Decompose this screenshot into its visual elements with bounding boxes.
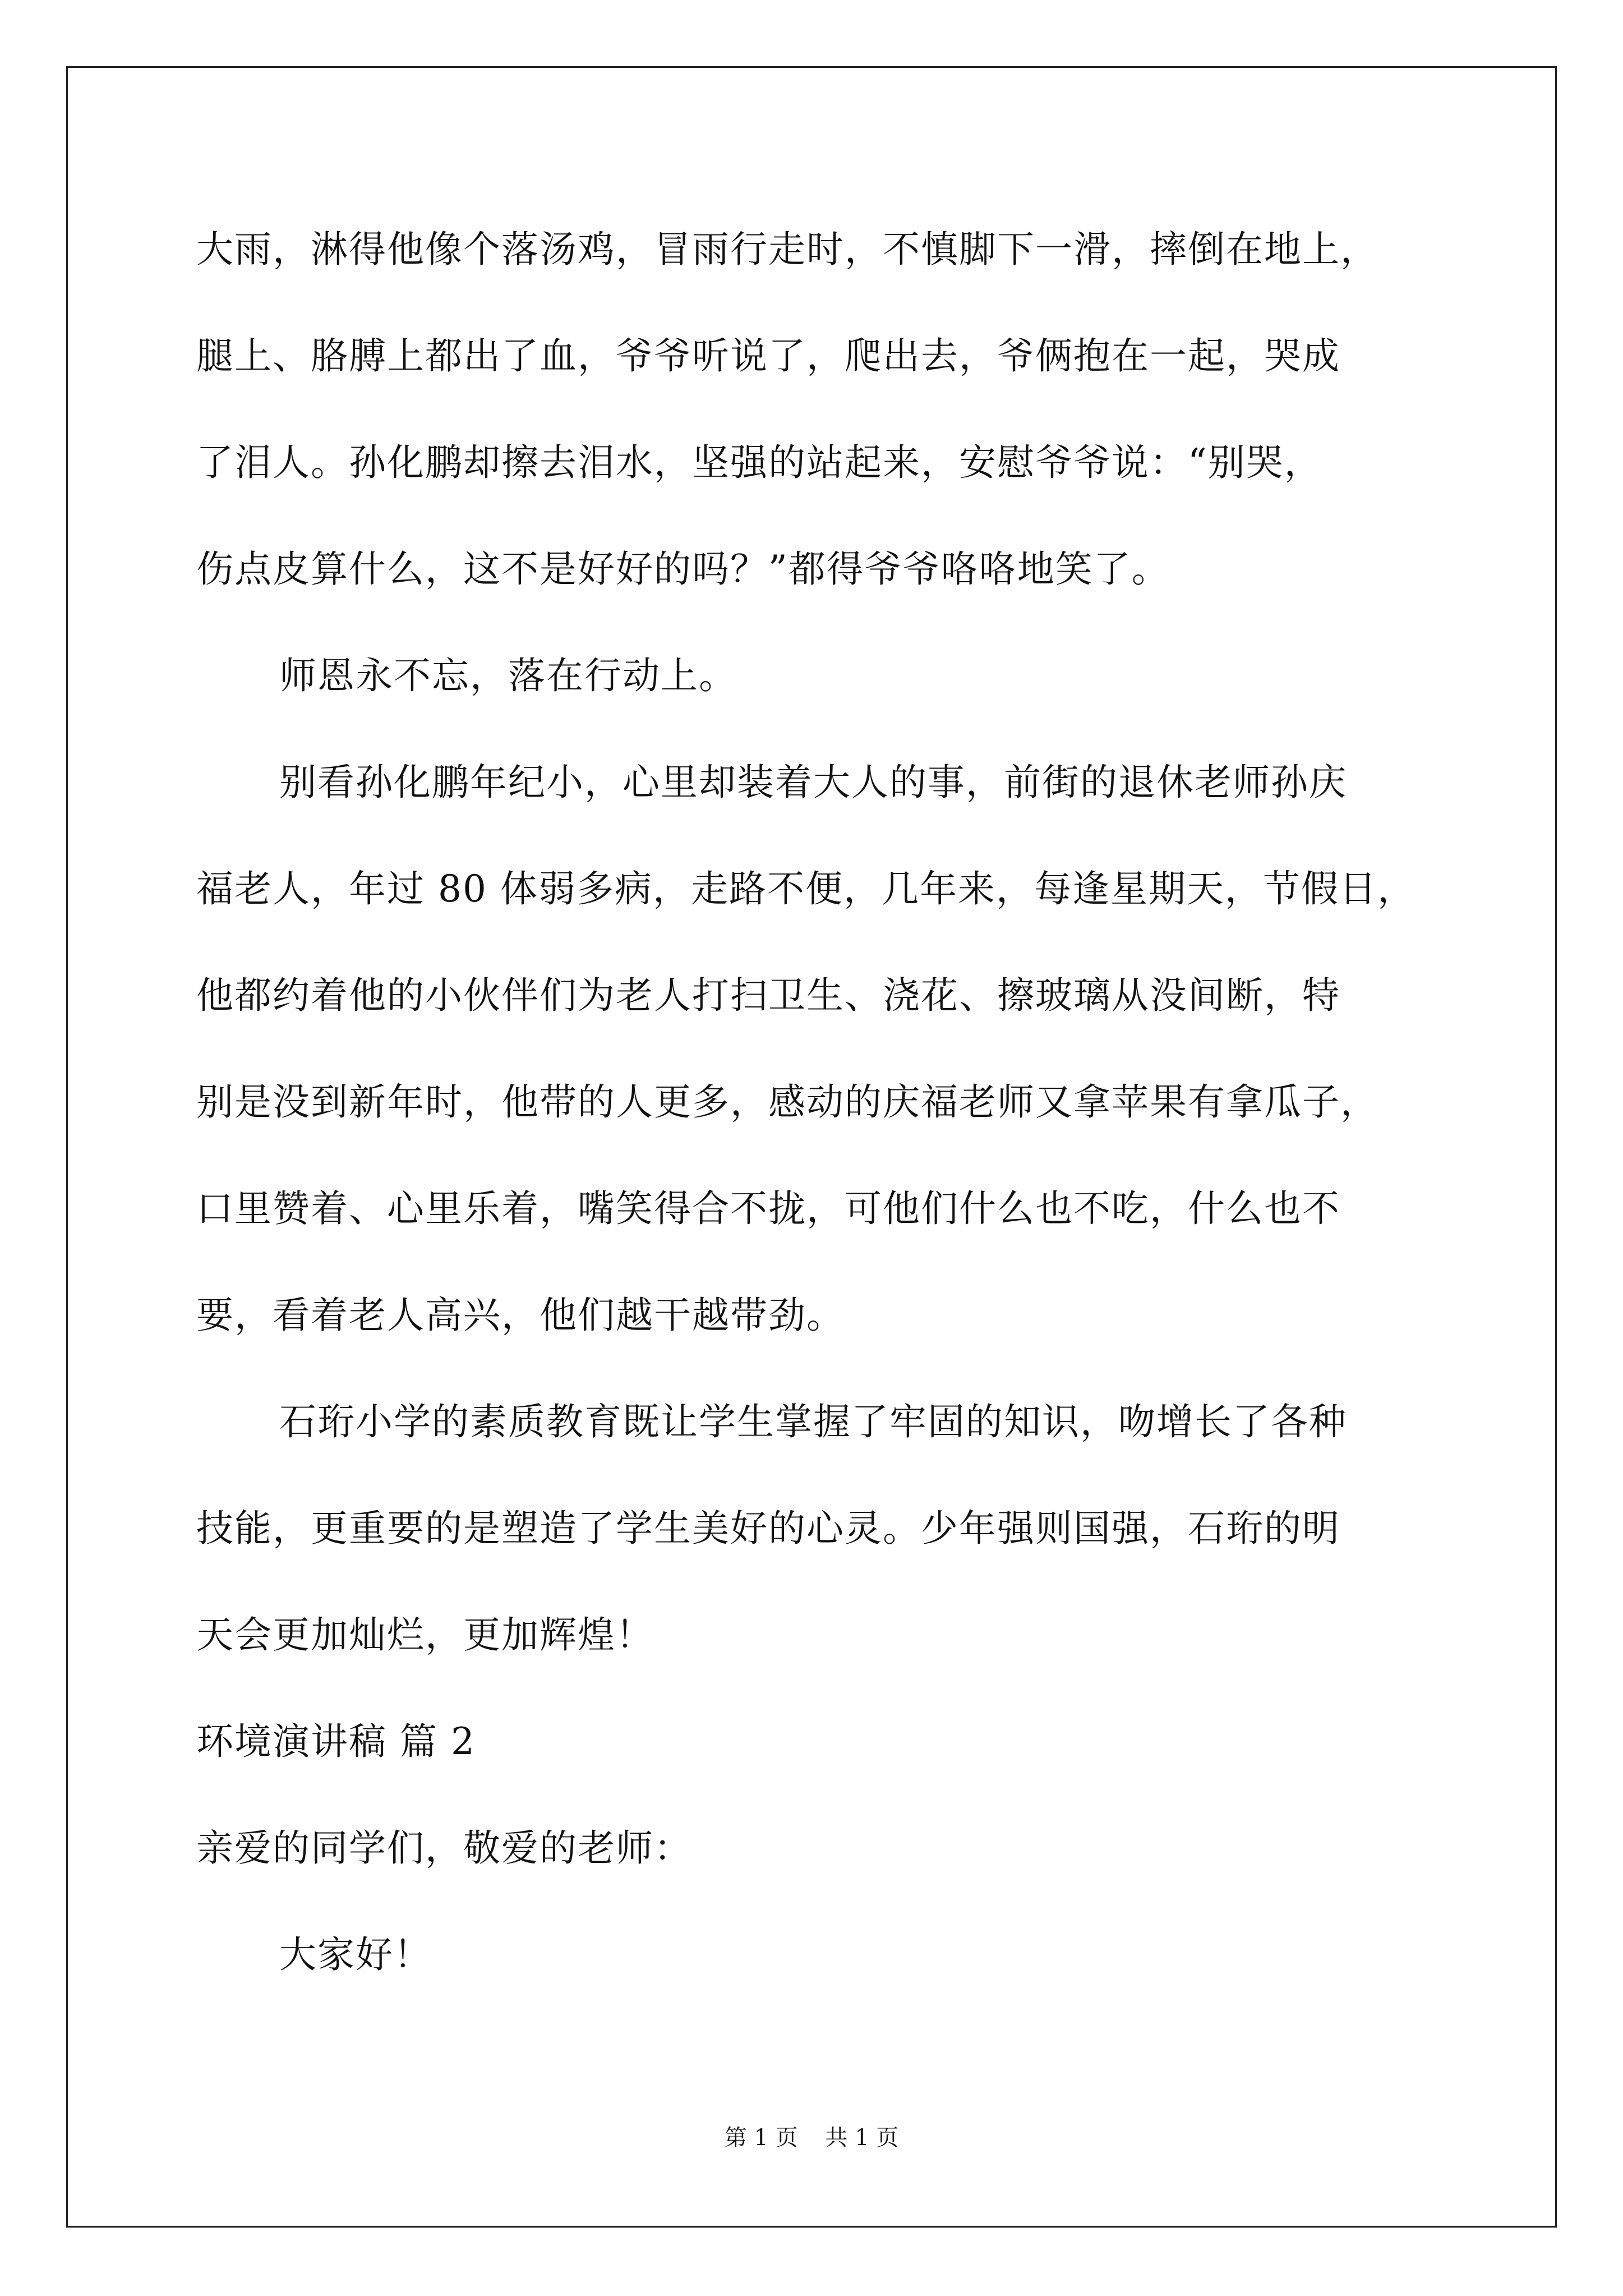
text-line: 了泪人。孙化鹏却擦去泪水，坚强的站起来，安慰爷爷说：“别哭， [196, 441, 1322, 484]
text-line: 大雨，淋得他像个落汤鸡，冒雨行走时，不慎脚下一滑，摔倒在地上， [196, 228, 1378, 271]
text-line: 石珩小学的素质教育既让学生掌握了牢固的知识，吻增长了各种 [279, 1400, 1347, 1443]
text-line: 口里赞着、心里乐着，嘴笑得合不拢，可他们什么也不吃，什么也不 [196, 1187, 1340, 1230]
text-line: 技能，更重要的是塑造了学生美好的心灵。少年强则国强，石珩的明 [196, 1507, 1340, 1550]
salutation: 亲爱的同学们，敬爱的老师： [196, 1826, 692, 1870]
text-line: 师恩永不忘，落在行动上。 [279, 654, 737, 697]
text-line: 要，看着老人高兴，他们越干越带劲。 [196, 1294, 845, 1337]
text-line: 他都约着他的小伙伴们为老人打扫卫生、浇花、擦玻璃从没间断，特 [196, 974, 1340, 1017]
text-line: 福老人，年过 80 体弱多病，走路不便，几年来，每逢星期天，节假日， [196, 867, 1415, 910]
page-border [66, 66, 1557, 2228]
text-line: 别看孙化鹏年纪小，心里却装着大人的事，前街的退休老师孙庆 [279, 761, 1347, 804]
page-footer [0, 2124, 1623, 2152]
total-pages: 共 1 页 [825, 2125, 899, 2151]
text-line: 腿上、胳膊上都出了血，爷爷听说了，爬出去，爷俩抱在一起，哭成 [196, 334, 1340, 378]
section-heading: 环境演讲稿 篇 2 [196, 1720, 476, 1763]
greeting: 大家好！ [279, 1933, 432, 1976]
page-number: 第 1 页 [724, 2125, 798, 2151]
text-line: 别是没到新年时，他带的人更多，感动的庆福老师又拿苹果有拿瓜子， [196, 1080, 1378, 1124]
text-line: 伤点皮算什么，这不是好好的吗？”都得爷爷咯咯地笑了。 [196, 547, 1170, 591]
text-line: 天会更加灿烂，更加辉煌！ [196, 1613, 654, 1657]
